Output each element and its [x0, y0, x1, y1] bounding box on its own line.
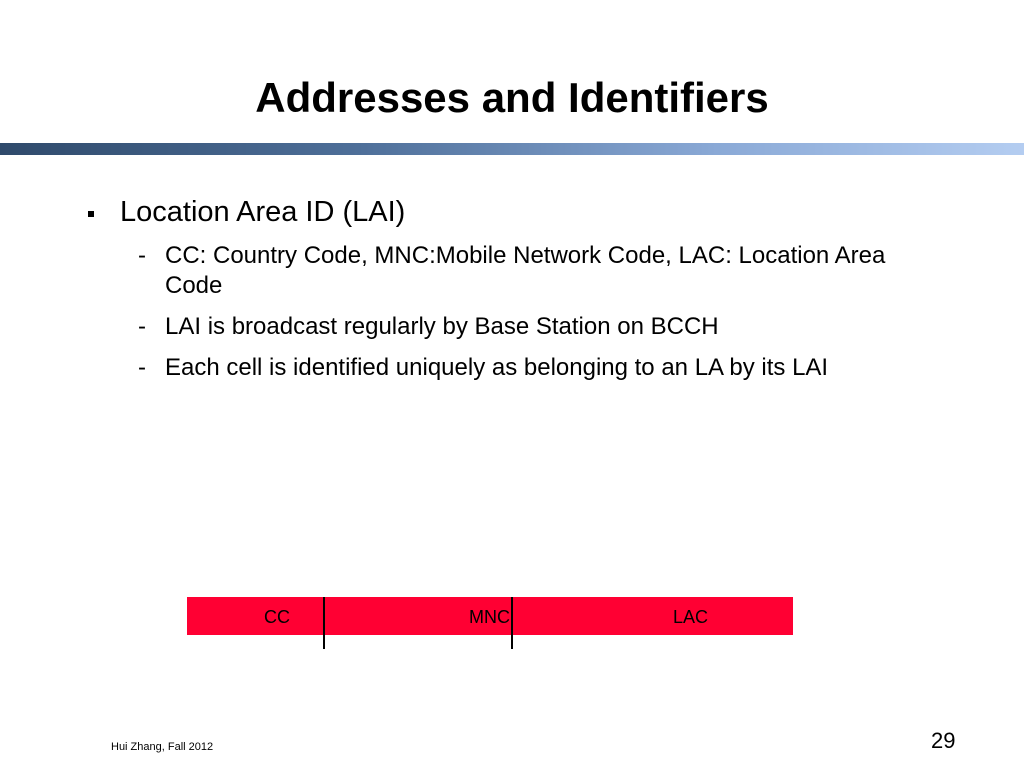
field-lac-label: LAC — [673, 607, 709, 627]
field-mnc-label: MNC — [469, 607, 510, 627]
sub-item-text: CC: Country Code, MNC:Mobile Network Code, LAC: Location Area Code — [165, 242, 886, 299]
sub-item-text: Each cell is identified uniquely as belonging to an LA by its LAI — [165, 354, 829, 381]
square-bullet-icon — [88, 211, 94, 217]
dash-bullet: - — [138, 313, 146, 340]
sub-item-text: LAI is broadcast regularly by Base Station on BCCH — [165, 313, 719, 340]
footer-author: Hui Zhang, Fall 2012 — [111, 741, 214, 753]
field-cc-label: CC — [264, 607, 290, 627]
title-underline-bar — [0, 143, 1024, 155]
dash-bullet: - — [138, 354, 146, 381]
page-number: 29 — [931, 728, 956, 753]
bullet-location-area-id: Location Area ID (LAI) — [120, 196, 406, 228]
cc-mnc-divider — [323, 597, 325, 649]
dash-bullet: - — [138, 242, 146, 269]
slide-title: Addresses and Identifiers — [255, 74, 769, 121]
mnc-lac-divider — [511, 597, 513, 649]
